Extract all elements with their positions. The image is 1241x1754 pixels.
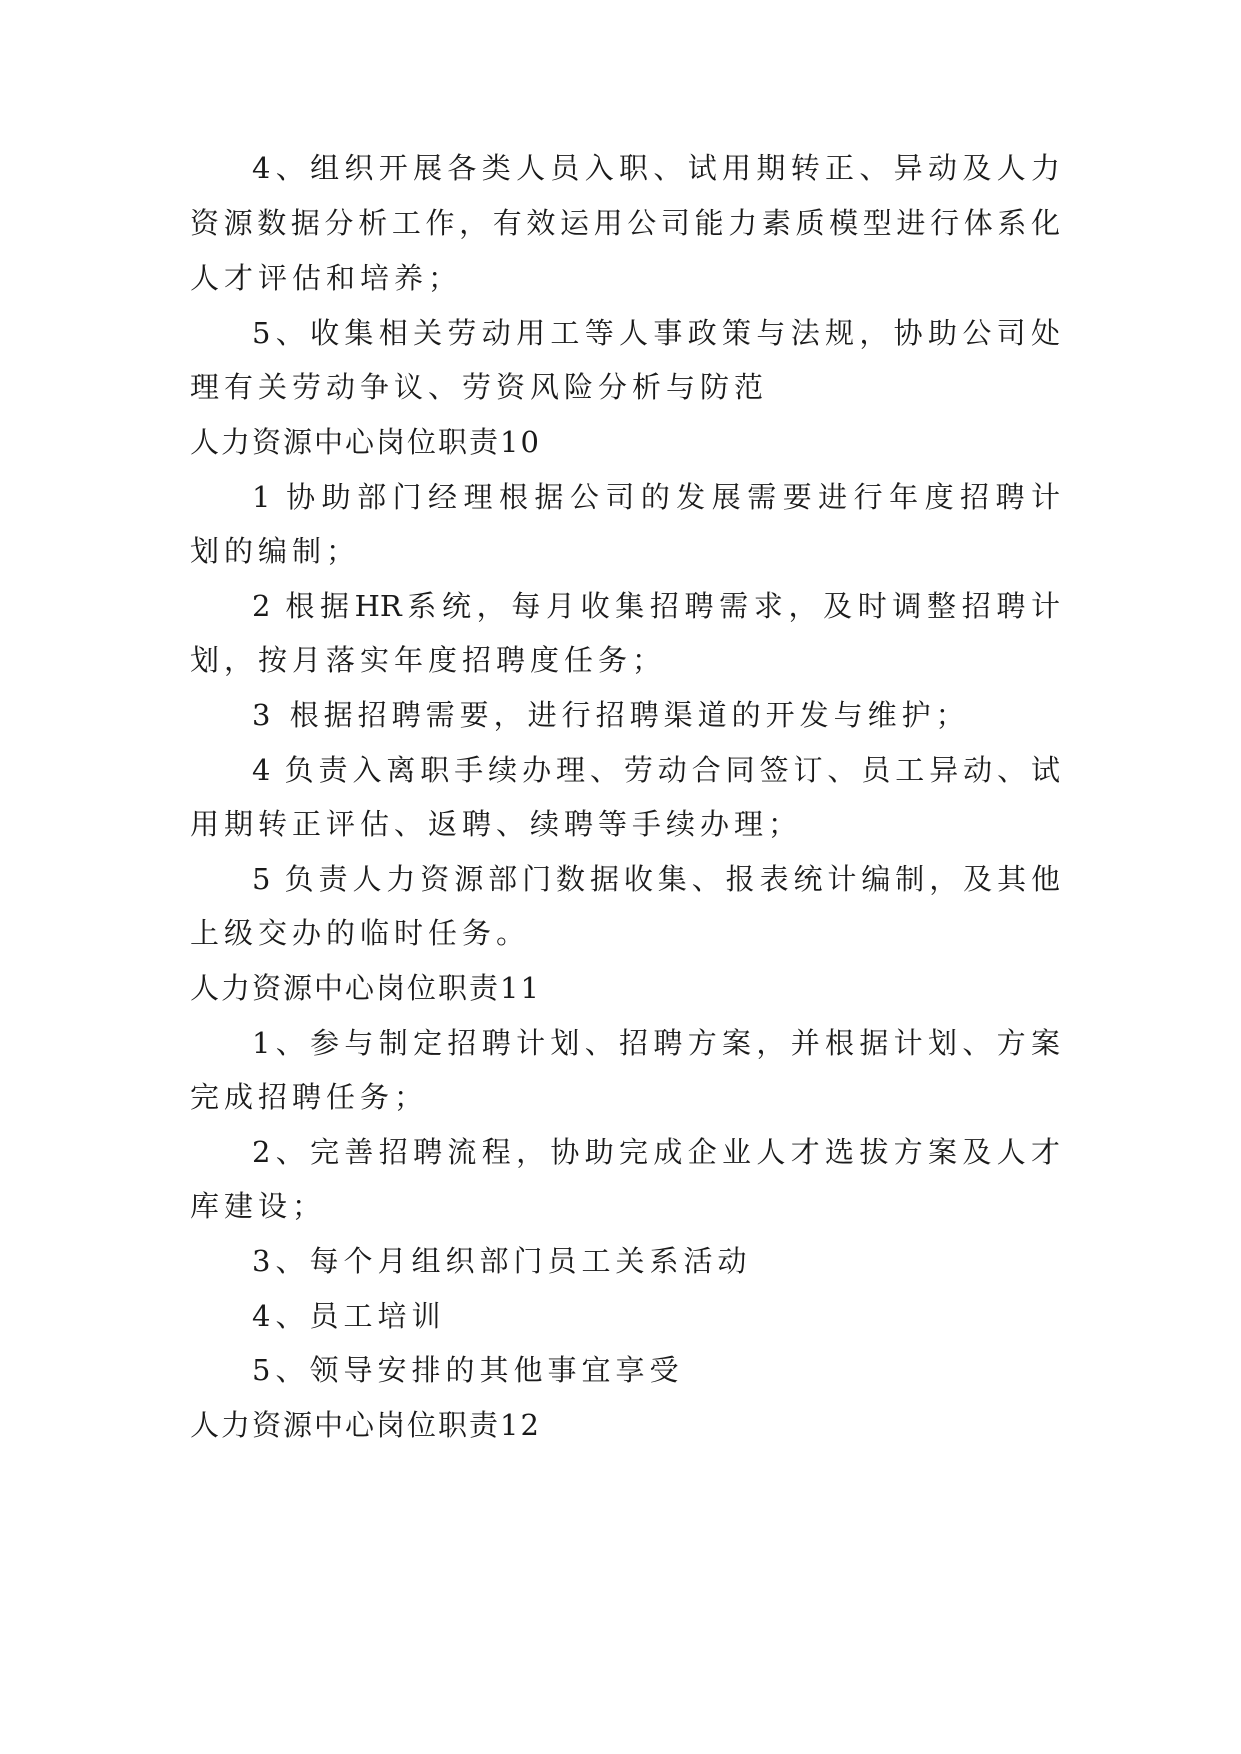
paragraph-line: 2、完善招聘流程，协助完成企业人才选拔方案及人才 — [252, 1135, 1060, 1169]
paragraph-line: 1 协助部门经理根据公司的发展需要进行年度招聘计 — [252, 480, 1060, 514]
paragraph-line: 划，按月落实年度招聘度任务； — [190, 643, 667, 677]
paragraph-line: 上级交办的临时任务。 — [190, 916, 531, 950]
paragraph-line: 3、每个月组织部门员工关系活动 — [252, 1244, 752, 1278]
paragraph-line: 1、参与制定招聘计划、招聘方案，并根据计划、方案 — [252, 1026, 1060, 1060]
section-heading: 人力资源中心岗位职责10 — [190, 425, 541, 459]
paragraph-line: 5、领导安排的其他事宜享受 — [252, 1353, 684, 1387]
paragraph-line: 人才评估和培养； — [190, 261, 463, 295]
paragraph-line: 2 根据HR系统，每月收集招聘需求，及时调整招聘计 — [252, 589, 1060, 623]
paragraph-line: 理有关劳动争议、劳资风险分析与防范 — [190, 370, 769, 404]
paragraph-line: 4、员工培训 — [252, 1299, 446, 1333]
paragraph-line: 用期转正评估、返聘、续聘等手续办理； — [190, 807, 803, 841]
paragraph-line: 5 负责人力资源部门数据收集、报表统计编制，及其他 — [252, 862, 1060, 896]
paragraph-line: 4、组织开展各类人员入职、试用期转正、异动及人力 — [252, 151, 1060, 185]
paragraph-line: 资源数据分析工作，有效运用公司能力素质模型进行体系化 — [190, 206, 1060, 240]
paragraph-line: 库建设； — [190, 1189, 327, 1223]
section-heading: 人力资源中心岗位职责12 — [190, 1408, 541, 1442]
paragraph-line: 划的编制； — [190, 534, 361, 568]
section-heading: 人力资源中心岗位职责11 — [190, 971, 541, 1005]
paragraph-line: 3 根据招聘需要，进行招聘渠道的开发与维护； — [252, 698, 970, 732]
paragraph-line: 完成招聘任务； — [190, 1080, 429, 1114]
paragraph-line: 5、收集相关劳动用工等人事政策与法规，协助公司处 — [252, 316, 1060, 350]
paragraph-line: 4 负责入离职手续办理、劳动合同签订、员工异动、试 — [252, 753, 1060, 787]
